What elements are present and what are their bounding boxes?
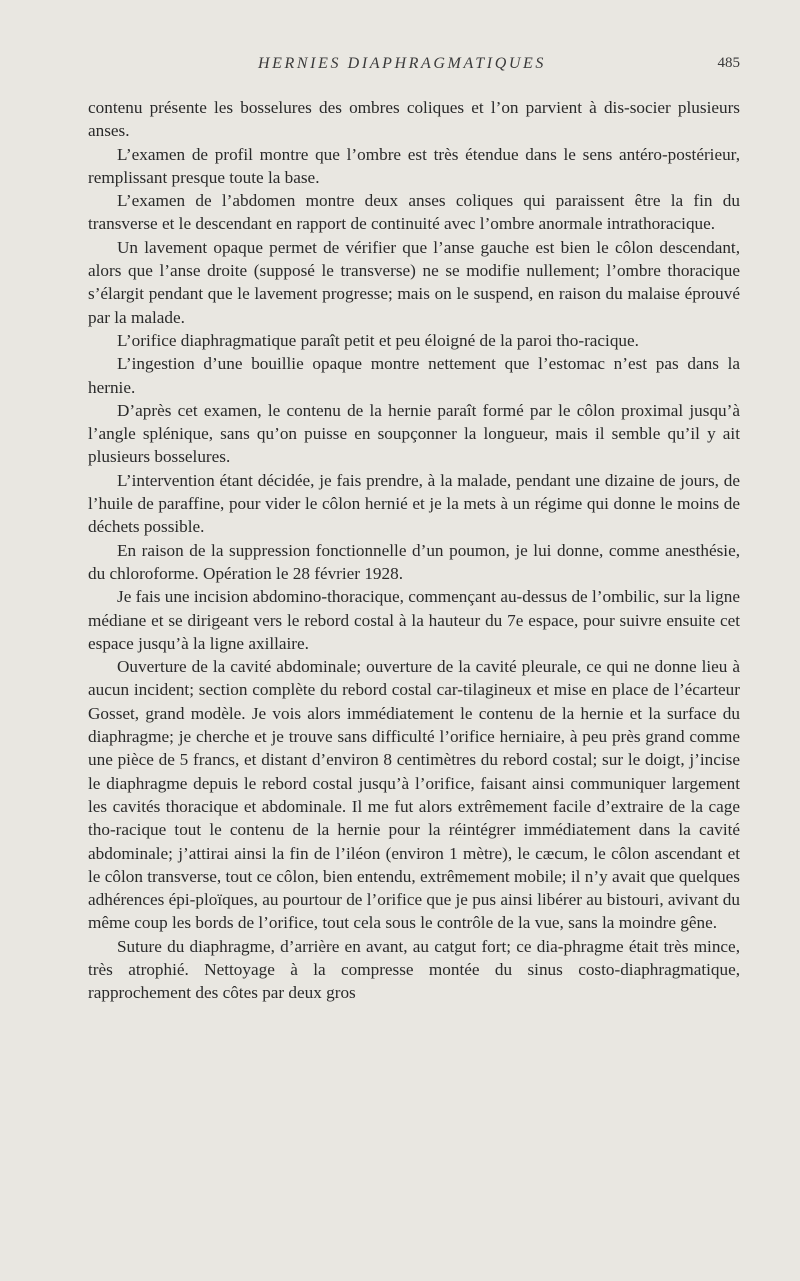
paragraph-6: L’ingestion d’une bouillie opaque montre nettement que l’estomac n’est pas dans la hernie. xyxy=(88,354,740,397)
paragraph-12: Suture du diaphragme, d’arrière en avant, au catgut fort; ce dia-phragme était très mince, très atrophié. Nettoyage à la compresse montée du sinus costo-diaphragmatique, rapprochement des côtes par deux gros xyxy=(88,936,740,1003)
page-number: 485 xyxy=(717,55,740,71)
paragraph-8: L’intervention étant décidée, je fais prendre, à la malade, pendant une dizaine de jours, de l’huile de paraffine, pour vider le côlon hernié et je la mets à un régime qui donne le moins de déchets possible. xyxy=(88,470,740,537)
paragraph-3: L’examen de l’abdomen montre deux anses coliques qui paraissent être la fin du transverse et le descendant en rapport de continuité avec l’ombre anormale intrathoracique. xyxy=(88,191,740,234)
paragraph-2: L’examen de profil montre que l’ombre est très étendue dans le sens antéro-postérieur, remplissant presque toute la base. xyxy=(88,144,740,187)
running-title: HERNIES DIAPHRAGMATIQUES xyxy=(258,55,546,72)
paragraph-4: Un lavement opaque permet de vérifier que l’anse gauche est bien le côlon descendant, alors que l’anse droite (supposé le transverse) ne se modifie nullement; l’ombre thoracique s’élargit pendant que le lavement progresse; mais on le suspend, en raison du malaise éprouvé par la malade. xyxy=(88,237,740,327)
paragraph-9: En raison de la suppression fonctionnelle d’un poumon, je lui donne, comme anesthésie, du chloroforme. Opération le 28 février 1928. xyxy=(88,540,740,583)
page-header xyxy=(88,55,740,77)
body-text xyxy=(88,96,740,1005)
paragraph-11: Ouverture de la cavité abdominale; ouverture de la cavité pleurale, ce qui ne donne lieu à aucun incident; section complète du rebord costal car-tilagineux et mise en place de l’écarteur Gosset, grand modèle. Je vois alors immédiatement le contenu de la hernie et la surface du diaphragme; je cherche et je trouve sans difficulté l’orifice herniaire, à peu près grand comme une pièce de 5 francs, et distant d’environ 8 centimètres du rebord costal; sur le doigt, j’incise le diaphragme depuis le rebord costal jusqu’à l’orifice, faisant ainsi communiquer largement les cavités thoracique et abdominale. Il me fut alors extrêmement facile d’extraire de la cage tho-racique tout le contenu de la hernie pour la réintégrer immédiatement dans la cavité abdominale; j’attirai ainsi la fin de l’iléon (environ 1 mètre), le cæcum, le côlon ascendant et le côlon transverse, tout ce côlon, bien entendu, extrêmement mobile; il n’y avait que quelques adhérences épi-ploïques, au pourtour de l’orifice que je pus ainsi libérer au bistouri, avivant du même coup les bords de l’orifice, tout cela sous le contrôle de la vue, sans la moindre gêne. xyxy=(88,657,740,933)
paragraph-7: D’après cet examen, le contenu de la hernie paraît formé par le côlon proximal jusqu’à l’angle splénique, sans qu’on puisse en soupçonner la longueur, mais il semble qu’il y ait plusieurs bosselures. xyxy=(88,400,740,467)
paragraph-10: Je fais une incision abdomino-thoracique, commençant au-dessus de l’ombilic, sur la ligne médiane et se dirigeant vers le rebord costal à la hauteur du 7e espace, pour suivre ensuite cet espace jusqu’à la ligne axillaire. xyxy=(88,587,740,653)
paragraph-1: contenu présente les bosselures des ombres coliques et l’on parvient à dis-socier plusieurs anses. xyxy=(88,98,740,141)
paragraph-5: L’orifice diaphragmatique paraît petit et peu éloigné de la paroi tho-racique. xyxy=(117,330,639,350)
